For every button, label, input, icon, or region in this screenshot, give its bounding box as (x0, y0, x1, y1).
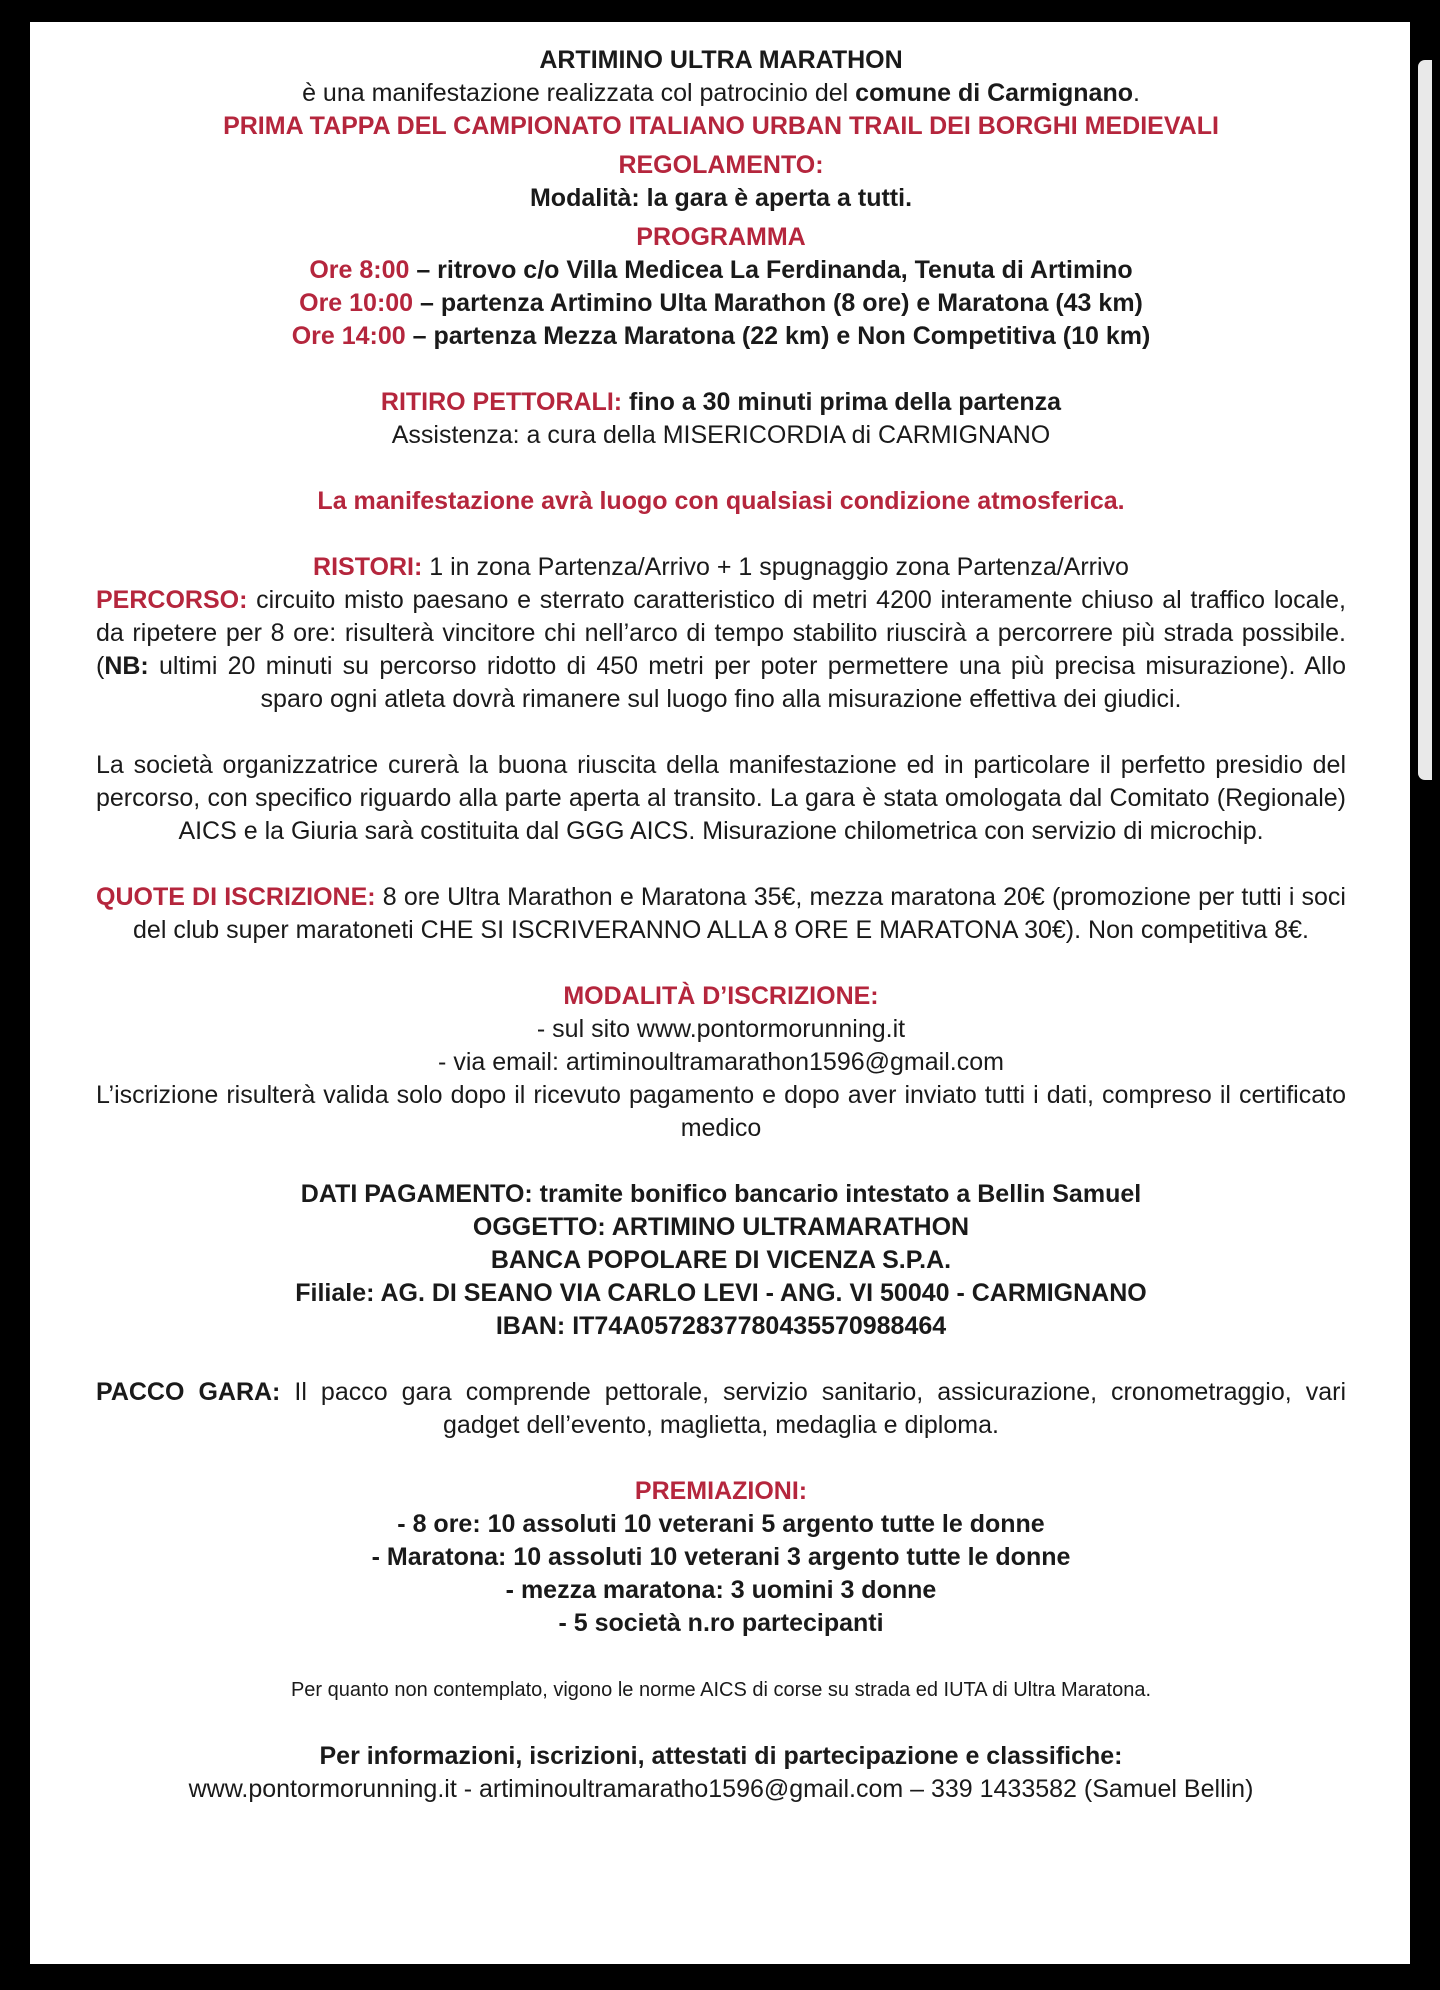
regolamento-heading: REGOLAMENTO: (618, 151, 824, 179)
footer-contacts: www.pontormorunning.it - artiminoultramaratho1596@gmail.com – 339 1433582 (Samuel Bellin) (188, 1775, 1254, 1803)
weather-note: La manifestazione avrà luogo con qualsiasi condizione atmosferica. (317, 487, 1125, 515)
programma-item (96, 254, 1346, 287)
regolamento-text: Modalità: la gara è aperta a tutti. (529, 184, 913, 212)
ritiro-text: fino a 30 minuti prima della partenza (622, 388, 1062, 416)
programma-item (96, 320, 1346, 353)
programma-time: Ore 10:00 (299, 289, 414, 317)
ritiro-line (96, 386, 1346, 419)
programma-heading: PROGRAMMA (636, 223, 806, 251)
programma-text: – partenza Artimino Ulta Marathon (8 ore) e Maratona (43 km) (413, 289, 1143, 317)
premiazioni-item: - Maratona: 10 assoluti 10 veterani 3 argento tutte le donne (371, 1543, 1071, 1571)
patronage-municipality: comune di Carmignano (855, 79, 1133, 107)
patronage-suffix: . (1132, 79, 1140, 107)
modalita-heading: MODALITÀ D’ISCRIZIONE: (563, 982, 879, 1010)
percorso-nb: NB: (104, 652, 149, 680)
percorso-label: PERCORSO: (96, 586, 248, 614)
ristori-line (96, 551, 1346, 584)
programma-time: Ore 14:00 (291, 322, 406, 350)
premiazioni-item: - mezza maratona: 3 uomini 3 donne (505, 1576, 937, 1604)
pagamento-line: OGGETTO: ARTIMINO ULTRAMARATHON (472, 1213, 970, 1241)
premiazioni-item: - 5 società n.ro partecipanti (558, 1609, 884, 1637)
assistenza-line: Assistenza: a cura della MISERICORDIA di CARMIGNANO (391, 421, 1051, 449)
patronage-prefix: è una manifestazione realizzata col patrocinio del (302, 79, 856, 107)
ristori-text: 1 in zona Partenza/Arrivo + 1 spugnaggio zona Partenza/Arrivo (422, 553, 1129, 581)
quote-paragraph (96, 881, 1346, 947)
event-title: ARTIMINO ULTRA MARATHON (539, 46, 903, 74)
programma-item (96, 287, 1346, 320)
ristori-label: RISTORI: (313, 553, 423, 581)
quote-text: 8 ore Ultra Marathon e Maratona 35€, mezza maratona 20€ (promozione per tutti i soci del club super maratoneti CHE SI ISCRIVERANNO ALLA 8 ORE E MARATONA 30€). Non competitiva 8€. (133, 883, 1346, 944)
modalita-email: - via email: artiminoultramarathon1596@gmail.com (438, 1048, 1004, 1076)
premiazioni-heading: PREMIAZIONI: (634, 1477, 808, 1505)
ritiro-label: RITIRO PETTORALI: (380, 388, 623, 416)
patronage-line (96, 77, 1346, 110)
percorso-text: circuito misto paesano e sterrato caratteristico di metri 4200 interamente chiuso al traffico locale, da ripetere per 8 ore: risulterà vincitore chi nell’arco di tempo stabilito riuscirà a percorrere più strada possibile. ( (96, 586, 1346, 680)
programma-text: – ritrovo c/o Villa Medicea La Ferdinanda, Tenuta di Artimino (409, 256, 1133, 284)
document-sheet (30, 22, 1410, 1964)
premiazioni-item: - 8 ore: 10 assoluti 10 veterani 5 argento tutte le donne (397, 1510, 1045, 1538)
footer-heading: Per informazioni, iscrizioni, attestati di partecipazione e classifiche: (319, 1742, 1123, 1770)
modalita-site: - sul sito www.pontormorunning.it (536, 1015, 906, 1043)
organizzazione-paragraph: La società organizzatrice curerà la buona riuscita della manifestazione ed in particolare il perfetto presidio del percorso, con specifico riguardo alla parte aperta al transito. La gara è stata omologata dal Comitato (Regionale) AICS e la Giuria sarà costituita dal GGG AICS. Misurazione chilometrica con servizio di microchip. (96, 751, 1346, 845)
championship-line: PRIMA TAPPA DEL CAMPIONATO ITALIANO URBAN TRAIL DEI BORGHI MEDIEVALI (223, 112, 1219, 140)
modalita-note: L’iscrizione risulterà valida solo dopo il ricevuto pagamento e dopo aver inviato tutti i dati, compreso il certificato medico (96, 1081, 1346, 1142)
pagamento-line: DATI PAGAMENTO: tramite bonifico bancario intestato a Bellin Samuel (300, 1180, 1142, 1208)
programma-time: Ore 8:00 (309, 256, 410, 284)
programma-text: – partenza Mezza Maratona (22 km) e Non Competitiva (10 km) (405, 322, 1151, 350)
scroll-handle[interactable] (1418, 60, 1432, 780)
pagamento-line: BANCA POPOLARE DI VICENZA S.P.A. (490, 1246, 952, 1274)
percorso-paragraph (96, 584, 1346, 716)
quote-label: QUOTE DI ISCRIZIONE: (96, 883, 376, 911)
percorso-text-2: ultimi 20 minuti su percorso ridotto di 450 metri per poter permettere una più precisa misurazione). Allo sparo ogni atleta dovrà rimanere sul luogo fino alla misurazione effettiva dei giudici. (148, 652, 1346, 713)
pacco-paragraph (96, 1376, 1346, 1442)
pagamento-iban: IBAN: IT74A0572837780435570988464 (495, 1312, 947, 1340)
document-content (96, 44, 1346, 1806)
pagamento-line: Filiale: AG. DI SEANO VIA CARLO LEVI - ANG. VI 50040 - CARMIGNANO (295, 1279, 1147, 1307)
norme-note: Per quanto non contemplato, vigono le norme AICS di corse su strada ed IUTA di Ultra Maratona. (290, 1679, 1152, 1701)
pacco-label: PACCO GARA: (96, 1378, 281, 1406)
pacco-text: Il pacco gara comprende pettorale, servizio sanitario, assicurazione, cronometraggio, vari gadget dell’evento, maglietta, medaglia e diploma. (280, 1378, 1347, 1439)
